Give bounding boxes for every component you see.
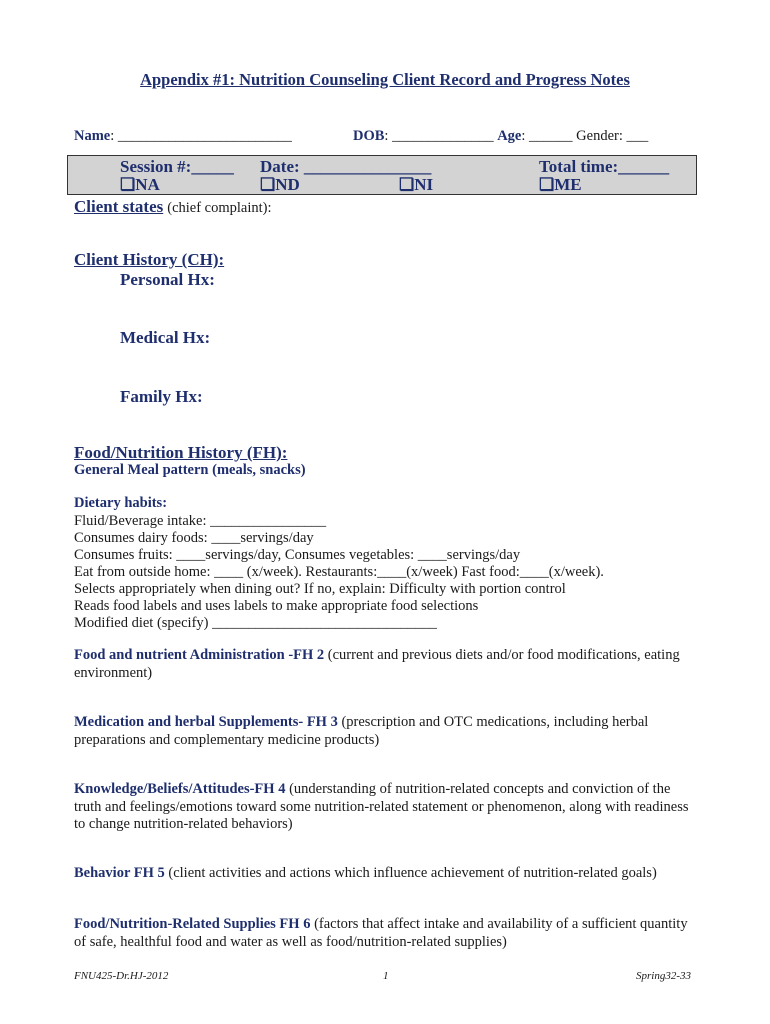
- client-states-label: Client states: [74, 197, 164, 216]
- date-field[interactable]: Date: _______________: [260, 157, 432, 176]
- fh3-description: (prescription and OTC medications, including herbal preparations and complementary medicine products): [74, 714, 649, 748]
- fruits-vegetables-line[interactable]: Consumes fruits: ____servings/day, Consumes vegetables: ____servings/day: [74, 547, 521, 563]
- dairy-line[interactable]: Consumes dairy foods: ____servings/day: [74, 530, 314, 546]
- page-title: Appendix #1: Nutrition Counseling Client Record and Progress Notes: [140, 70, 630, 89]
- dob-blank[interactable]: ______________: [392, 128, 494, 144]
- fh2-section: [74, 647, 699, 682]
- food-history-heading: Food/Nutrition History (FH):: [74, 443, 288, 462]
- fluid-intake-line[interactable]: Fluid/Beverage intake: ________________: [74, 513, 327, 529]
- meal-pattern-label: General Meal pattern (meals, snacks): [74, 462, 306, 478]
- fh2-description: (current and previous diets and/or food modifications, eating environment): [74, 647, 680, 681]
- age-blank[interactable]: ______: [529, 128, 573, 144]
- dining-out-line: Selects appropriately when dining out? If no, explain: Difficulty with portion control: [74, 581, 566, 597]
- eating-out-line[interactable]: Eat from outside home: ____ (x/week). Restaurants:____(x/week) Fast food:____(x/week).: [74, 564, 604, 580]
- footer-term: Spring32-33: [636, 970, 691, 982]
- session-number-field[interactable]: Session #:_____: [120, 157, 234, 176]
- fh6-description: (factors that affect intake and availability of a sufficient quantity of safe, healthful food and water as well as food/nutrition-related supplies): [74, 916, 688, 950]
- dob-label: DOB: [353, 128, 385, 144]
- medical-hx-label: Medical Hx:: [120, 328, 211, 347]
- client-history-heading: Client History (CH):: [74, 250, 225, 269]
- modified-diet-line[interactable]: Modified diet (specify) _______________________________: [74, 615, 437, 631]
- gender-field[interactable]: Gender: ___: [576, 128, 649, 144]
- dietary-habits-list: [74, 513, 604, 632]
- fh3-section: [74, 714, 699, 749]
- client-states-note: (chief complaint):: [167, 200, 272, 216]
- client-states: [74, 197, 272, 217]
- fh5-description: (client activities and actions which influence achievement of nutrition-related goals): [164, 865, 657, 881]
- fh5-title: Behavior FH 5: [74, 865, 165, 881]
- fh2-title: Food and nutrient Administration -FH 2: [74, 647, 325, 663]
- fh4-description: (understanding of nutrition-related concepts and conviction of the truth and feelings/emotions toward some nutrition-related statement or phenomenon, along with readiness to change nutrition-related behaviors): [74, 781, 689, 832]
- fh3-title: Medication and herbal Supplements- FH 3: [74, 714, 338, 730]
- checkbox-na[interactable]: ❏NA: [120, 175, 160, 194]
- footer-page-number: 1: [383, 970, 389, 982]
- checkbox-ni[interactable]: ❏NI: [399, 175, 434, 194]
- personal-hx-label: Personal Hx:: [120, 270, 215, 289]
- footer-course-code: FNU425-Dr.HJ-2012: [74, 970, 169, 982]
- dob-field-group: DOB: ______________ Age: ______ Gender: ___: [353, 128, 649, 144]
- checkbox-nd[interactable]: ❏ND: [260, 175, 300, 194]
- fh4-title: Knowledge/Beliefs/Attitudes-FH 4: [74, 781, 286, 797]
- session-box: [67, 155, 697, 195]
- name-field-group: Name: ________________________: [74, 128, 292, 144]
- checkbox-me[interactable]: ❏ME: [539, 175, 582, 194]
- fh5-section: [74, 865, 699, 883]
- fh6-title: Food/Nutrition-Related Supplies FH 6: [74, 916, 311, 932]
- name-label: Name: [74, 128, 111, 144]
- name-blank[interactable]: ________________________: [117, 128, 292, 144]
- dietary-habits-label: Dietary habits:: [74, 495, 168, 511]
- food-labels-line: Reads food labels and uses labels to make appropriate food selections: [74, 598, 479, 614]
- total-time-field[interactable]: Total time:______: [539, 157, 670, 176]
- fh6-section: [74, 916, 699, 951]
- age-label: Age: [497, 128, 522, 144]
- family-hx-label: Family Hx:: [120, 387, 203, 406]
- fh4-section: [74, 781, 699, 834]
